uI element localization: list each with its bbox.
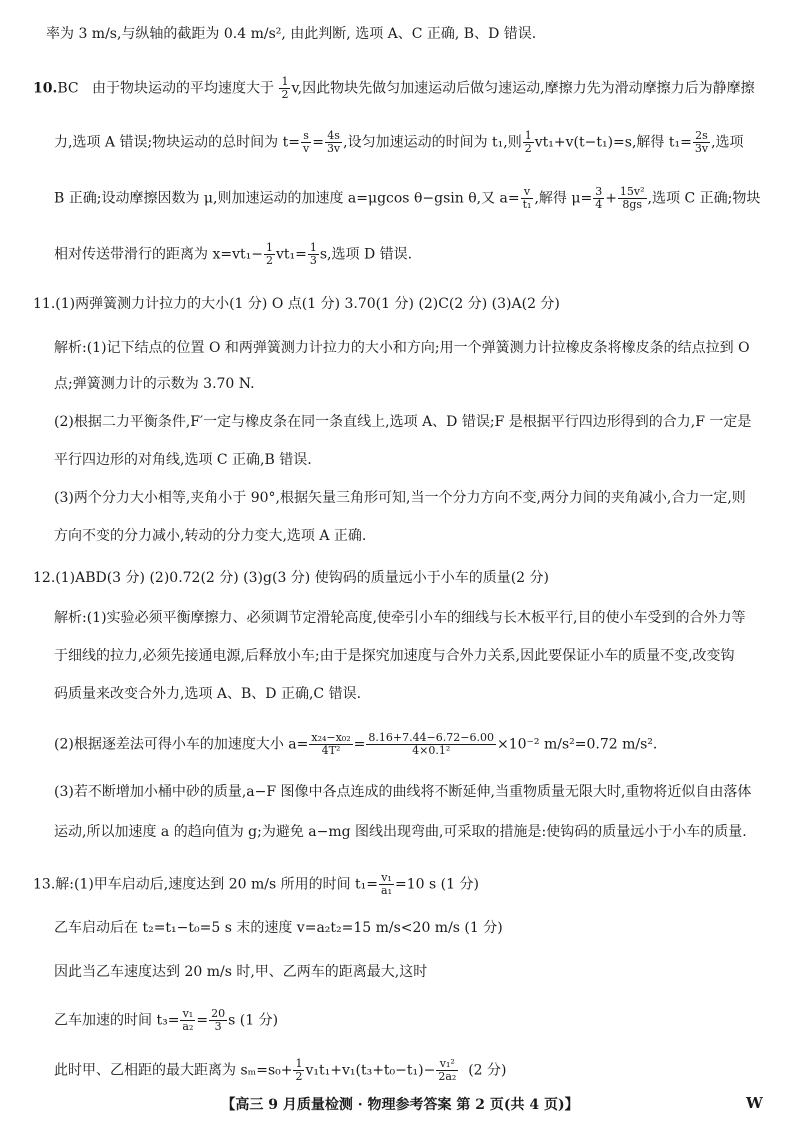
fraction: $\frac{2s}{3v}$ xyxy=(694,129,709,155)
text-line: (3)若不断增加小桶中砂的质量,a−F 图像中各点连成的曲线将不断延伸,当重物质量无限大时,重物将近似自由落体 xyxy=(54,784,752,800)
fraction: $\frac{1}{2}$ xyxy=(265,241,273,267)
page-footer: 【高三 9 月质量检测 · 物理参考答案 第 2 页(共 4 页)】 xyxy=(221,1097,579,1113)
text-span: ,解得 μ= xyxy=(534,190,593,207)
text-span: =10 s (1 分) xyxy=(395,876,479,893)
fraction: $\frac{s}{v}$ xyxy=(302,129,310,155)
text-span: v₁t₁+v₁(t₃+t₀−t₁)− xyxy=(305,1062,436,1079)
question-12-formula xyxy=(54,732,657,757)
text-span: ×10⁻² m/s²=0.72 m/s². xyxy=(496,736,658,753)
fraction: $\frac{\text{15v²}}{8gs}$ xyxy=(619,185,645,211)
text-span: = xyxy=(353,736,366,753)
text-line: 码质量来改变合外力,选项 A、B、D 正确,C 错误. xyxy=(54,686,362,702)
fraction: $\frac{\text{v₁}}{\text{a₂}}$ xyxy=(182,1007,194,1033)
text-line: 方向不变的分力减小,转动的分力变大,选项 A 正确. xyxy=(54,528,367,544)
question-12-header: 12.(1)ABD(3 分) (2)0.72(2 分) (3)g(3 分) 使钩码的质量远小于小车的质量(2 分) xyxy=(33,570,549,586)
text-span: 力,选项 A 错误;物块运动的总时间为 t= xyxy=(54,134,300,151)
fraction: $\frac{20}{3}$ xyxy=(211,1007,226,1033)
text-span: + xyxy=(605,190,617,207)
fraction: $\frac{v}{\text{t₁}}$ xyxy=(522,185,532,211)
question-number: 10. xyxy=(33,80,58,97)
fraction: $\frac{4s}{3v}$ xyxy=(326,129,341,155)
text-line: 于细线的拉力,必须先接通电源,后释放小车;由于是探究加速度与合外力关系,因此要保证小车的质量不变,改变钩 xyxy=(54,648,735,664)
fraction: $\frac{\text{x₂₄−x₀₂}}{\text{4T²}}$ xyxy=(311,731,351,757)
text-span: ,选项 xyxy=(711,134,744,151)
question-13-line-5 xyxy=(54,1058,506,1083)
text-span: vt₁= xyxy=(275,246,307,263)
text-span: ,选项 C 正确;物块 xyxy=(647,190,761,207)
fraction: $\frac{\text{v₁²}}{\text{2a₂}}$ xyxy=(438,1057,457,1083)
fraction: $\frac{1}{2}$ xyxy=(524,129,532,155)
text-line: 点;弹簧测力计的示数为 3.70 N. xyxy=(54,376,255,392)
fraction: $\frac{3}{4}$ xyxy=(595,185,603,211)
fraction: $\frac{\text{v₁}}{\text{a₁}}$ xyxy=(381,871,392,897)
text-line: (2)根据二力平衡条件,F′一定与橡皮条在同一条直线上,选项 A、D 错误;F 是根据平行四边形得到的合力,F 一定是 xyxy=(54,414,752,430)
text-span: 相对传送带滑行的距离为 x=vt₁− xyxy=(54,246,263,263)
fraction: $\frac{1}{3}$ xyxy=(309,241,317,267)
corner-letter: W xyxy=(746,1094,763,1112)
text-span: 由于物块运动的平均速度大于 xyxy=(91,80,274,97)
text-span: v,因此物块先做匀加速运动后做匀速运动,摩擦力先为滑动摩擦力后为静摩擦 xyxy=(291,80,755,97)
answer-choice: BC xyxy=(57,80,79,97)
text-span: = xyxy=(312,134,324,151)
question-13-line-1 xyxy=(33,872,479,897)
question-10-line-4 xyxy=(54,242,412,267)
text-span: B 正确;设动摩擦因数为 μ,则加速运动的加速度 a=μgcos θ−gsin θ,又 a= xyxy=(54,190,520,207)
question-11-header: 11.(1)两弹簧测力计拉力的大小(1 分) O 点(1 分) 3.70(1 分) (2)C(2 分) (3)A(2 分) xyxy=(33,296,560,312)
text-span: (2)根据逐差法可得小车的加速度大小 a= xyxy=(54,736,309,753)
question-10-line-1 xyxy=(33,76,755,101)
text-span: vt₁+v(t−t₁)=s,解得 t₁= xyxy=(534,134,692,151)
fraction: $\frac{1}{2}$ xyxy=(295,1057,303,1083)
fraction: $\frac{8.16+7.44-6.72-6.00}{\text{4×0.1²}}$ xyxy=(368,731,494,757)
text-line: 平行四边形的对角线,选项 C 正确,B 错误. xyxy=(54,452,312,468)
question-10-line-3 xyxy=(54,186,760,211)
text-line: 率为 3 m/s,与纵轴的截距为 0.4 m/s², 由此判断, 选项 A、C 正确, B、D 错误. xyxy=(46,26,537,42)
text-span: s (1 分) xyxy=(228,1012,279,1029)
text-line: (3)两个分力大小相等,夹角小于 90°,根据矢量三角形可知,当一个分力方向不变,两分力间的夹角减小,合力一定,则 xyxy=(54,490,746,506)
text-span: s,选项 D 错误. xyxy=(319,246,413,263)
question-10-line-2 xyxy=(54,130,744,155)
text-span: (2 分) xyxy=(468,1062,507,1079)
text-span: 乙车加速的时间 t₃= xyxy=(54,1012,180,1029)
question-13-line-4 xyxy=(54,1008,278,1033)
text-line: 解析:(1)记下结点的位置 O 和两弹簧测力计拉力的大小和方向;用一个弹簧测力计拉橡皮条将橡皮条的结点拉到 O xyxy=(54,340,750,356)
text-span: ,设匀加速运动的时间为 t₁,则 xyxy=(343,134,522,151)
fraction: $\frac{1}{2}$ xyxy=(281,75,289,101)
text-span: = xyxy=(196,1012,209,1029)
text-line: 因此当乙车速度达到 20 m/s 时,甲、乙两车的距离最大,这时 xyxy=(54,964,428,980)
text-span: 此时甲、乙相距的最大距离为 sₘ=s₀+ xyxy=(54,1062,293,1079)
text-line: 运动,所以加速度 a 的趋向值为 g;为避免 a−mg 图线出现弯曲,可采取的措施是:使钩码的质量远小于小车的质量. xyxy=(54,824,747,840)
text-span: 13.解:(1)甲车启动后,速度达到 20 m/s 所用的时间 t₁= xyxy=(33,876,379,893)
text-line: 解析:(1)实验必须平衡摩擦力、必须调节定滑轮高度,使牵引小车的细线与长木板平行,目的使小车受到的合外力等 xyxy=(54,610,746,626)
text-line: 乙车启动后在 t₂=t₁−t₀=5 s 末的速度 v=a₂t₂=15 m/s<20 m/s (1 分) xyxy=(54,920,503,936)
